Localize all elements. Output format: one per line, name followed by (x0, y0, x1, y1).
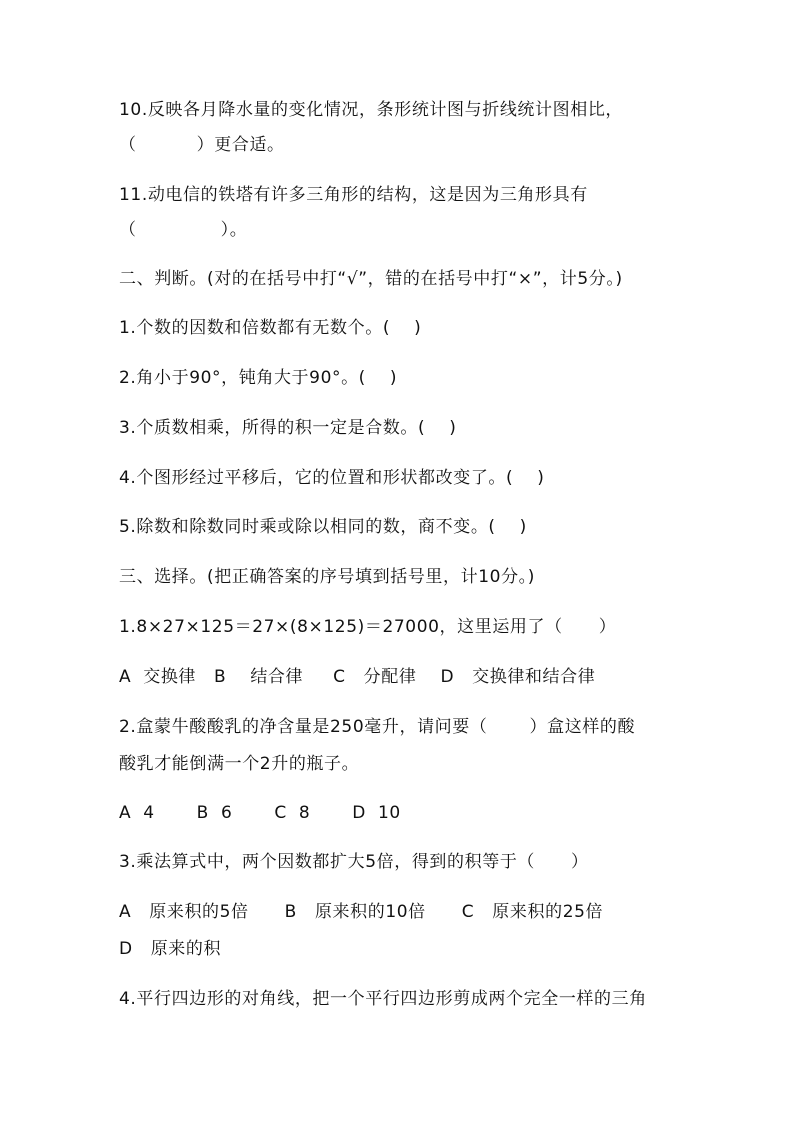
section-2-heading: 二、判断。(对的在括号中打“√”，错的在括号中打“×”，计5分。) (119, 269, 623, 289)
question-10-line-1: 10.反映各月降水量的变化情况，条形统计图与折线统计图相比， (119, 100, 624, 120)
question-11-line-1: 11.动电信的铁塔有许多三角形的结构，这是因为三角形具有 (119, 185, 588, 205)
choice-question-2-line-2: 酸乳才能倒满一个2升的瓶子。 (119, 754, 360, 774)
judge-question-4: 4.个图形经过平移后，它的位置和形状都改变了。( ) (119, 468, 545, 488)
choice-question-3-options-line-2: D 原来的积 (119, 939, 222, 959)
judge-question-1: 1.个数的因数和倍数都有无数个。( ) (119, 318, 422, 338)
judge-question-5: 5.除数和除数同时乘或除以相同的数，商不变。( ) (119, 517, 527, 537)
choice-question-1: 1.8×27×125＝27×(8×125)＝27000，这里运用了（ ） (119, 617, 617, 637)
choice-question-2-line-1: 2.盒蒙牛酸酸乳的净含量是250毫升，请问要（ ）盒这样的酸 (119, 717, 636, 737)
judge-question-3: 3.个质数相乘，所得的积一定是合数。( ) (119, 418, 457, 438)
choice-question-4-line-1: 4.平行四边形的对角线，把一个平行四边形剪成两个完全一样的三角 (119, 989, 647, 1009)
section-3-heading: 三、选择。(把正确答案的序号填到括号里，计10分。) (119, 567, 535, 587)
choice-question-2-options: A 4 B 6 C 8 D 10 (119, 803, 401, 823)
choice-question-3: 3.乘法算式中，两个因数都扩大5倍，得到的积等于（ ） (119, 852, 589, 872)
judge-question-2: 2.角小于90°，钝角大于90°。( ) (119, 368, 398, 388)
choice-question-1-options: A 交换律 B 结合律 C 分配律 D 交换律和结合律 (119, 667, 596, 687)
question-10-line-2: （ ）更合适。 (119, 135, 285, 155)
choice-question-3-options-line-1: A 原来积的5倍 B 原来积的10倍 C 原来积的25倍 (119, 902, 604, 922)
question-11-line-2: （ ）。 (119, 220, 248, 240)
